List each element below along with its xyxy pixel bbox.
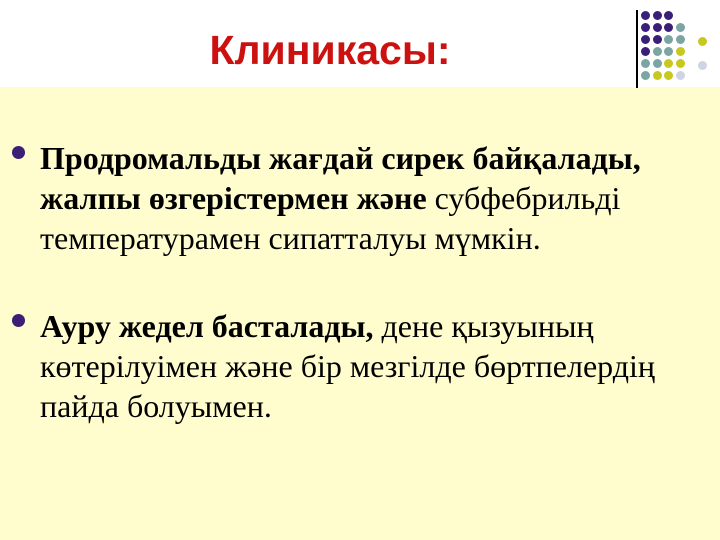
text-run-bold: жалпы өзгерістермен және [40, 180, 435, 216]
slide-body [0, 87, 720, 540]
text-run: дене қызуының [381, 308, 594, 344]
text-run: субфебрильді [434, 180, 621, 216]
text-run: пайда болуымен. [40, 388, 272, 424]
text-run: температурамен сипатталуы мүмкін. [40, 220, 541, 256]
bullet-text-line [40, 346, 720, 386]
text-run-bold: Продромальды жағдай сирек байқалады, [40, 140, 641, 176]
bullet-text-line [40, 138, 720, 178]
bullet-dot-icon [12, 314, 25, 327]
bullet-item [40, 306, 720, 426]
slide-title: Клиникасы: [209, 27, 451, 73]
bullet-text-line [40, 178, 720, 218]
bullet-text-line [40, 386, 720, 426]
bullet-text-line [40, 306, 720, 346]
bullet-item [40, 138, 720, 258]
bullet-dot-icon [12, 146, 25, 159]
text-run-bold: Ауру жедел басталады, [40, 308, 382, 344]
text-run: көтерілуімен және бір мезгілде бөртпелердің [40, 348, 656, 384]
bullet-text-line [40, 218, 720, 258]
